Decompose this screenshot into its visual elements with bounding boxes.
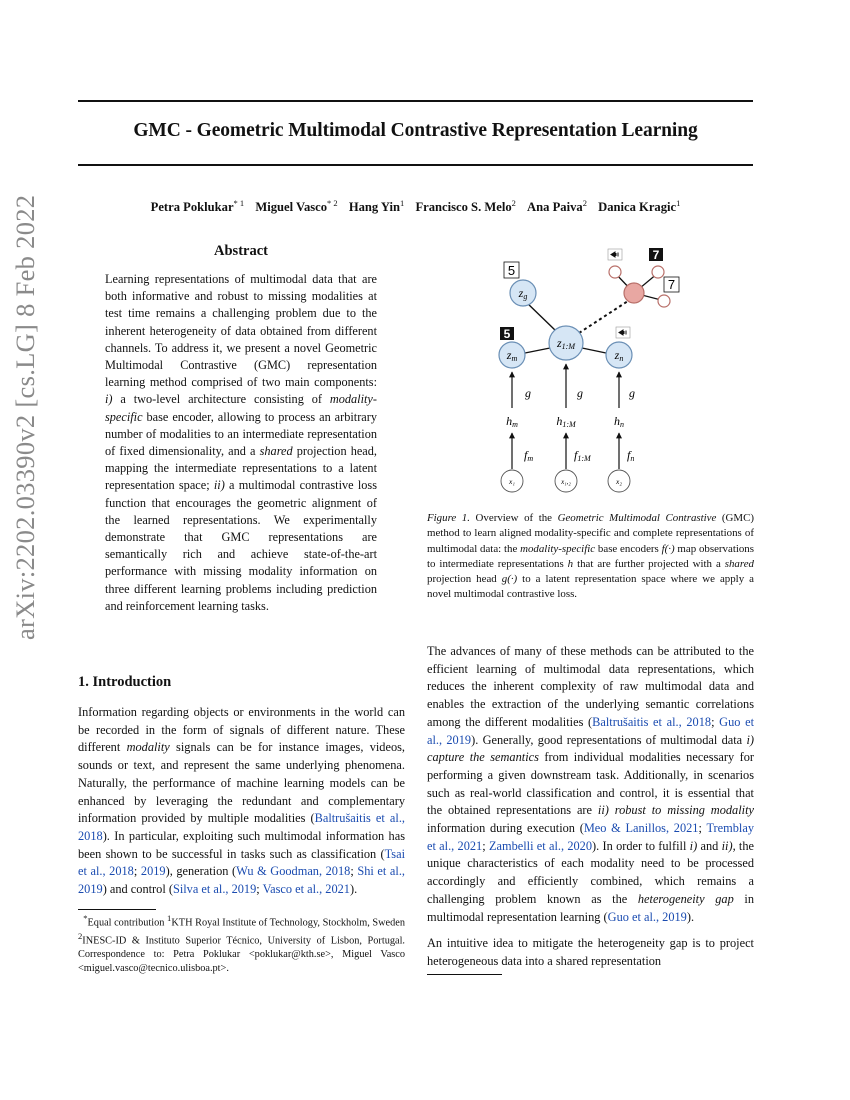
citation-link[interactable]: Silva et al., 2019 [172,882,257,897]
h-1M-label: h [556,414,563,428]
h-m-subscript: m [512,420,518,429]
svg-text:h1:M [556,414,577,429]
dark-digit-label: 7 [652,248,660,262]
h-n-subscript: n [620,420,624,429]
citation-link[interactable]: Guo et al., 2019 [607,909,687,924]
citation-link[interactable]: Baltrušaitis et al., 2018 [78,811,405,843]
author-5: Ana Paiva$^2$ [527,198,587,215]
author-list [78,198,753,215]
f-m-subscript: m [527,454,534,463]
input-x12-label: x₁,₂ [561,478,571,486]
footnote-rule [78,909,156,910]
edge-zg-z1M [525,301,556,331]
author-1: Petra Poklukar$^{* 1}$ [150,198,245,215]
edge-zn-z1M [582,348,606,353]
f-n-subscript: n [630,454,635,463]
g-label: g [629,386,635,400]
svg-text:hn [614,414,624,429]
citation-link[interactable]: Zambelli et al., 2020 [488,838,593,853]
red-center-node [624,283,644,303]
svg-text:fm [524,448,533,463]
g-label: g [577,386,583,400]
input-x2-label: x₂ [616,477,622,486]
red-leaf-node [609,266,621,278]
abstract-body: Learning representations of multimodal data that are both informative and robust to missing modalities at test time remains a challenging problem due to the inherent heterogeneity of data obtained from different channels. To address it, we present a novel Geometric Multimodal Contrastive (GMC) representation learning method comprised of two main components: i) a two-level architecture consisting of modality-specific base encoder, allowing to process an arbitrary number of modalities to an intermediate representation of fixed dimensionality, and a shared projection head, mapping the intermediate representations to a latent representation space; ii) a multimodal contrastive loss function that encourages the geometric alignment of the learned representations. We experimentally demonstrate that GMC representations are semantically rich and achieve state-of-the-art performance with missing modality information on three different learning problems including prediction and reinforcement learning tasks. [105,272,377,613]
h-m-label: h [506,414,513,428]
input-x1-label: x₁ [509,477,515,486]
author-2: Miguel Vasco$^{* 2}$ [255,198,338,215]
citation-link[interactable]: Vasco et al., 2021 [262,882,350,897]
figure-1-caption: Figure 1. Overview of the Geometric Multimodal Contrastive (GMC) method to learn aligned modality-specific and complete representations of multimodal data: the modality-specific base encoders f(·) map observations to intermediate representations h that are further projected with a shared projection head g(·) to a latent representation space where we apply a novel multimodal contrastive loss. [427,512,754,601]
svg-text:fn [627,448,634,463]
citation-link[interactable]: Meo & Lanillos, 2021 [583,821,699,836]
citation-link[interactable]: Baltrušaitis et al., 2018 [592,714,712,729]
h-n-label: h [614,414,620,428]
z-n-label: z [614,348,620,362]
red-leaf-node [652,266,664,278]
z-g-label: z [518,286,524,300]
abstract-heading: Abstract [214,243,268,259]
f-1M-label: f [574,448,578,462]
figure-1-diagram [488,245,688,500]
svg-text:f1:M [574,448,592,463]
right-column-paragraph-1: The advances of many of these methods can be attributed to the efficient learning of multimodal data representations, which reduces the inherent complexity of raw multimodal data and enables the extraction of the underlying semantic correlations among the different modalities (Baltrušaitis et al., 2018; Guo et al., 2019). Generally, good representations of multimodal data i) capture the semantics from individual modalities necessary for performing a given downstream task. Additionally, in scenarios such as real-world classification and control, it is essential that the obtained representations are ii) robust to missing modality information during execution (Meo & Lanillos, 2021; Tremblay et al., 2021; Zambelli et al., 2020). In order to fulfill i) and ii), the unique characteristics of each modality need to be processed accordingly and efficiently combined, which remains a challenging problem known as the heterogeneity gap in multimodal representation learning (Guo et al., 2019). [427,644,755,924]
g-label: g [525,386,531,400]
citation-link[interactable]: 2019 [140,864,166,879]
paper-title: GMC - Geometric Multimodal Contrastive Representation Learning [133,120,698,141]
arxiv-identifier: arXiv:2202.03390v2 [cs.LG] 8 Feb 2022 [10,194,40,640]
z-1M-label: z [557,336,562,350]
f-1M-subscript: 1:M [577,454,591,463]
introduction-paragraph: Information regarding objects or environments in the world can be recorded in the form of signals of different nature. These different modality signals can be for instance images, videos, sounds or text, and represent the same underlying phenomena. Naturally, the performance of machine learning models can be enhanced by leveraging the redundant and complementary information provided by multiple modalities (Baltrušaitis et al., 2018). In particular, exploiting such multimodal information has been shown to be successful in tasks such as classification (Tsai et al., 2018; 2019), generation (Wu & Goodman, 2018; Shi et al., 2019) and control (Silva et al., 2019; Vasco et al., 2021). [78,705,406,897]
z-1M-subscript: 1:M [561,342,575,351]
title-bottom-rule [78,164,753,166]
dark-digit-label: 5 [503,327,511,341]
citation-link[interactable]: Tremblay et al., 2021 [427,821,754,853]
top-rule [78,100,753,102]
citation-link[interactable]: Shi et al., 2019 [78,864,405,897]
author-4: Francisco S. Melo$^2$ [415,198,516,215]
z-m-subscript: m [511,354,518,363]
author-3: Hang Yin$^1$ [348,198,405,215]
footnote: *Equal contribution $^1$KTH Royal Institute of Technology, Stockholm, Sweden $^2$INESC-ID & Instituto Superior Técnico, University of Lisbon, Portugal. Correspondence to: Petra Poklukar <poklukar@kth.se>, Miguel Vasco <miguel.vasco@tecnico.ulisboa.pt>. [78,913,405,974]
digit-box-label: 5 [507,263,516,278]
digit-box-label: 7 [667,277,676,292]
f-m-label: f [524,448,528,462]
f-n-label: f [627,448,631,462]
citation-link[interactable]: Wu & Goodman, 2018 [236,864,351,879]
z-m-label: z [506,348,512,362]
red-leaf-node [658,295,670,307]
author-6: Danica Kragic$^1$ [598,198,681,215]
section-heading-introduction: 1. Introduction [78,674,172,690]
citation-link[interactable]: Tsai et al., 2018 [78,846,405,879]
right-footnote-rule [427,974,502,975]
h-1M-subscript: 1:M [562,420,576,429]
right-column-paragraph-2: An intuitive idea to mitigate the heterogeneity gap is to project heterogeneous data into a shared representation [427,936,754,968]
citation-link[interactable]: Guo et al., 2019 [427,714,755,747]
edge-zm-z1M [525,348,550,353]
svg-text:hm [506,414,518,429]
z-g-subscript: g [523,292,528,301]
z-n-subscript: n [619,354,624,363]
